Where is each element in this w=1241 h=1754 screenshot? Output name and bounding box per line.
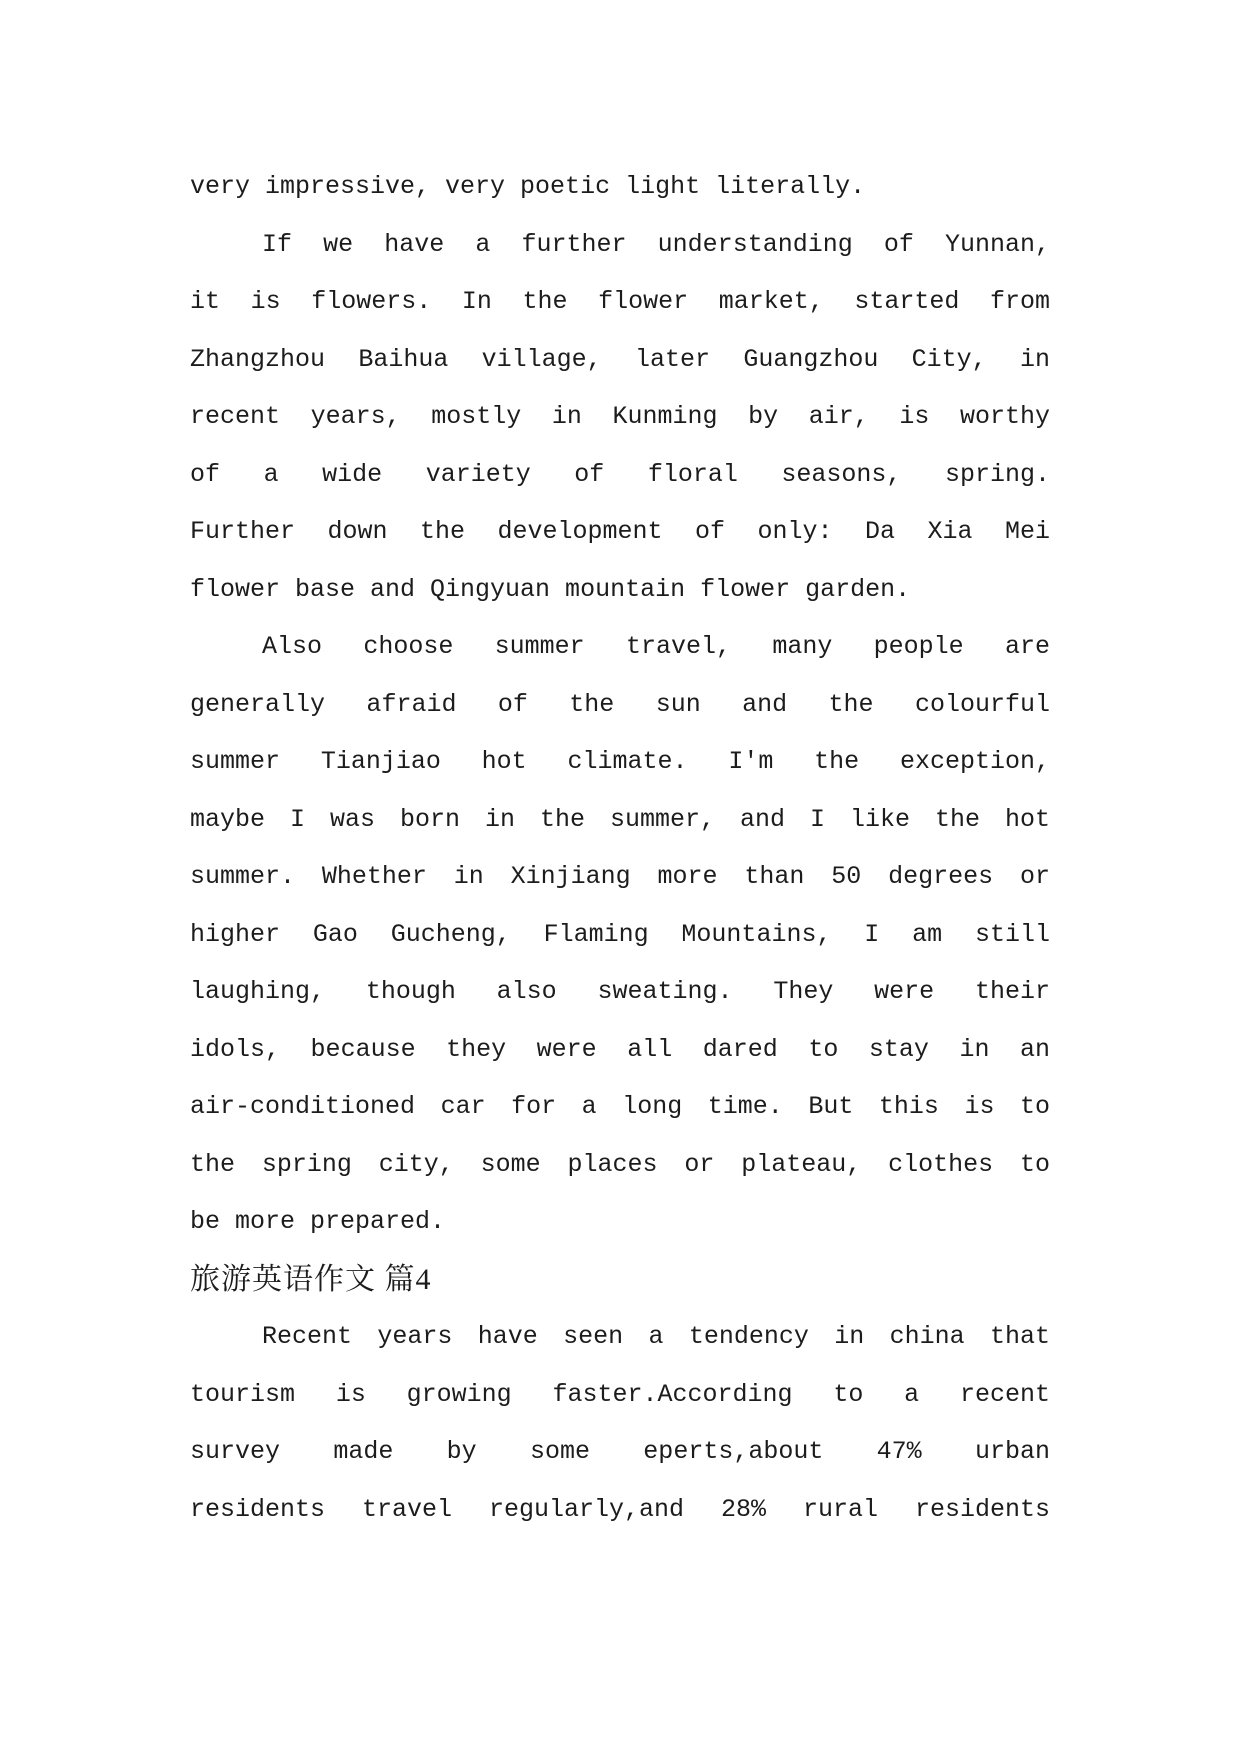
text-line: Recent years have seen a tendency in china that	[262, 1322, 1050, 1351]
text-line: flower base and Qingyuan mountain flower garden.	[190, 574, 911, 604]
text-line: Zhangzhou Baihua village, later Guangzhou City, in	[190, 344, 1050, 374]
text-line: it is flowers. In the flower market, started from	[190, 287, 1050, 316]
text-line: tourism is growing faster.According to a recent	[190, 1379, 1050, 1409]
text-line: Further down the development of only: Da Xia Mei	[190, 517, 1050, 546]
section-heading: 旅游英语作文 篇4	[190, 1262, 432, 1296]
text-line: Also choose summer travel, many people are	[262, 632, 1050, 661]
text-line: laughing, though also sweating. They were their	[190, 977, 1050, 1006]
text-line: maybe I was born in the summer, and I like the hot	[190, 804, 1050, 834]
document-text	[190, 158, 1050, 1538]
text-line: residents travel regularly,and 28% rural residents	[190, 1494, 1050, 1524]
text-line: summer. Whether in Xinjiang more than 50 degrees or	[190, 862, 1050, 891]
text-line: generally afraid of the sun and the colourful	[190, 689, 1050, 719]
text-line: be more prepared.	[190, 1207, 446, 1236]
text-line: of a wide variety of floral seasons, spring.	[190, 459, 1050, 489]
text-line: survey made by some eperts,about 47% urban	[190, 1437, 1050, 1466]
text-line: recent years, mostly in Kunming by air, is worthy	[190, 402, 1050, 431]
text-line: air-conditioned car for a long time. But this is to	[190, 1092, 1050, 1121]
text-line: If we have a further understanding of Yunnan,	[262, 229, 1050, 259]
text-line: idols, because they were all dared to stay in an	[190, 1034, 1050, 1064]
text-line: summer Tianjiao hot climate. I'm the exception,	[190, 747, 1050, 776]
text-line: very impressive, very poetic light literally.	[190, 172, 866, 201]
text-line: the spring city, some places or plateau, clothes to	[190, 1149, 1050, 1179]
text-line: higher Gao Gucheng, Flaming Mountains, I am still	[190, 919, 1050, 949]
